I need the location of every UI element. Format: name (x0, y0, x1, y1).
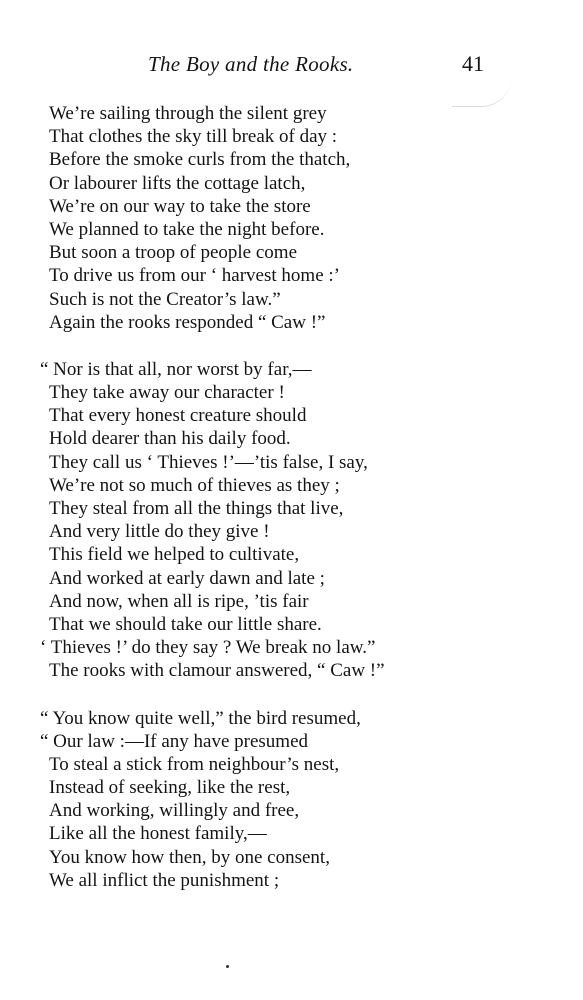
poem-line: To steal a stick from neighbour’s nest, (49, 753, 340, 775)
poem-line: To drive us from our ‘ harvest home :’ (49, 265, 340, 287)
poem-line: We’re not so much of thieves as they ; (49, 474, 340, 496)
poem-line: Like all the honest family,— (49, 823, 267, 845)
poem-line: We planned to take the night before. (49, 218, 325, 240)
poem-line: Hold dearer than his daily food. (49, 428, 291, 450)
poem-line: But soon a troop of people come (49, 242, 298, 264)
poem-line: And worked at early dawn and late ; (49, 567, 325, 589)
poem-line: We all inflict the punishment ; (49, 869, 280, 891)
poem-line: Before the smoke curls from the thatch, (49, 149, 351, 171)
poem-line: The rooks with clamour answered, “ Caw !” (49, 660, 385, 682)
stanza-1 (0, 102, 583, 334)
poem-line: ‘ Thieves !’ do they say ? We break no law.” (40, 637, 376, 659)
running-title: The Boy and the Rooks. (148, 52, 354, 76)
poem-line: They take away our character ! (49, 382, 285, 404)
poem-line: That clothes the sky till break of day : (49, 126, 338, 148)
poem-line: And working, willingly and free, (49, 800, 300, 822)
stanza-2 (0, 358, 583, 683)
ink-speck (226, 965, 229, 968)
poem-line: Instead of seeking, like the rest, (49, 777, 291, 799)
poem-line: We’re on our way to take the store (49, 195, 311, 217)
poem-line: “ Nor is that all, nor worst by far,— (40, 358, 312, 380)
poem-line: And now, when all is ripe, ’tis fair (49, 590, 309, 612)
poem-line: This field we helped to cultivate, (49, 544, 300, 566)
poem-line: We’re sailing through the silent grey (49, 103, 327, 124)
poem-line: That every honest creature should (49, 405, 307, 427)
poem-line: “ You know quite well,” the bird resumed, (40, 707, 361, 729)
poem-line: Again the rooks responded “ Caw !” (49, 311, 326, 333)
poem-line: Or labourer lifts the cottage latch, (49, 172, 306, 194)
poem-line: That we should take our little share. (49, 613, 322, 635)
poem-line: You know how then, by one consent, (49, 846, 330, 868)
poem-line: Such is not the Creator’s law.” (49, 288, 281, 310)
poem-line: They steal from all the things that live, (49, 498, 344, 519)
page-number: 41 (462, 51, 484, 76)
poem-body (0, 102, 583, 916)
poem-line: And very little do they give ! (49, 521, 270, 543)
poem-line: “ Our law :—If any have presumed (40, 730, 309, 752)
stanza-3 (0, 707, 583, 893)
poem-line: They call us ‘ Thieves !’—’tis false, I say, (49, 451, 368, 473)
